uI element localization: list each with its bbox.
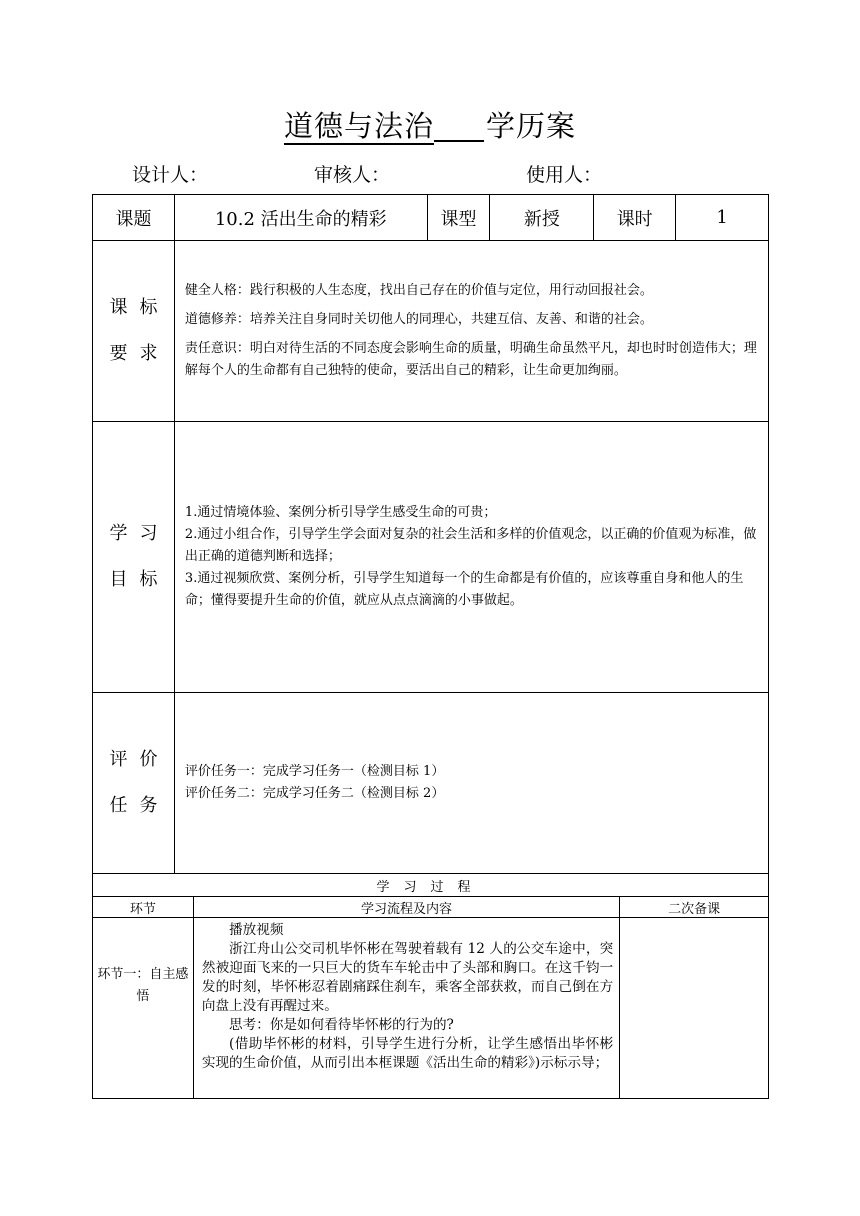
objective-item: 3.通过视频欣赏、案例分析，引导学生知道每一个的生命都是有价值的，应该尊重自身和他人的生命；懂得要提升生命的价值，就应从点点滴滴的小事做起。 [184, 571, 744, 608]
title-blank [434, 110, 484, 142]
stage-row [93, 918, 769, 1099]
evaluation-item: 评价任务一：完成学习任务一（检测目标 1） [184, 764, 445, 779]
evaluation-item: 评价任务二：完成学习任务二（检测目标 2） [184, 786, 445, 801]
period-value: 1 [676, 195, 769, 241]
page-title [0, 104, 860, 145]
stage-content [193, 918, 619, 1099]
standards-label: 课标 要求 [93, 241, 175, 422]
objectives-row [93, 422, 769, 693]
evaluation-label: 评价 任务 [93, 693, 175, 874]
stage-notes [620, 918, 769, 1099]
stage-paragraph: 播放视频 [229, 922, 284, 938]
standard-item: 道德修养：培养关注自身同时关切他人的同理心，共建互信、友善、和谐的社会。 [184, 312, 653, 327]
stage-label: 环节一：自主感悟 [93, 918, 194, 1099]
process-title-row [93, 874, 769, 897]
objectives-label: 学习 目标 [93, 422, 175, 693]
process-header-row [93, 897, 769, 918]
stage-paragraph: 思考：你是如何看待毕怀彬的行为的? [229, 1017, 454, 1033]
evaluation-content [174, 693, 768, 874]
col-stage-header: 环节 [93, 897, 194, 918]
topic-label: 课题 [93, 195, 175, 241]
user-label: 使用人： [526, 164, 603, 186]
objective-item: 2.通过小组合作，引导学生学会面对复杂的社会生活和多样的价值观念，以正确的价值观为标准，做出正确的道德判断和选择； [184, 527, 757, 564]
objectives-content [174, 422, 768, 693]
learning-process-table [92, 873, 769, 1099]
col-content-header: 学习流程及内容 [193, 897, 619, 918]
period-label: 课时 [594, 195, 676, 241]
standards-row [93, 241, 769, 422]
stage-paragraph: 浙江舟山公交司机毕怀彬在驾驶着载有 12 人的公交车途中，突然被迎面飞来的一只巨大的货车车轮击中了头部和胸口。在这千钧一发的时刻，毕怀彬忍着剧痛踩住刹车，乘客全部获救，而自己倒在方向盘上没有再醒过来。 [201, 941, 614, 1014]
objective-item: 1.通过情境体验、案例分析引导学生感受生命的可贵； [184, 505, 497, 520]
standard-item: 责任意识：明白对待生活的不同态度会影响生命的质量，明确生命虽然平凡，却也时时创造伟大；理解每个人的生命都有自己独特的使命，要活出自己的精彩，让生命更加绚丽。 [184, 341, 757, 378]
evaluation-row [93, 693, 769, 874]
stage-paragraph: (借助毕怀彬的材料，引导学生进行分析，让学生感悟出毕怀彬实现的生命价值，从而引出本框课题《活出生命的精彩》)示标示导； [201, 1036, 614, 1071]
lesson-header-row [93, 195, 769, 241]
col-notes-header: 二次备课 [620, 897, 769, 918]
title-subject: 道德与法治 [283, 109, 434, 143]
process-title: 学习过程 [93, 874, 769, 897]
topic-value: 10.2 活出生命的精彩 [174, 195, 427, 241]
reviewer-label: 审核人： [314, 164, 391, 186]
type-label: 课型 [427, 195, 490, 241]
lesson-info-table [92, 194, 769, 874]
type-value: 新授 [490, 195, 594, 241]
standards-content [174, 241, 768, 422]
title-suffix: 学历案 [486, 109, 577, 143]
designer-label: 设计人： [132, 164, 209, 186]
standard-item: 健全人格：践行积极的人生态度，找出自己存在的价值与定位，用行动回报社会。 [184, 283, 653, 298]
